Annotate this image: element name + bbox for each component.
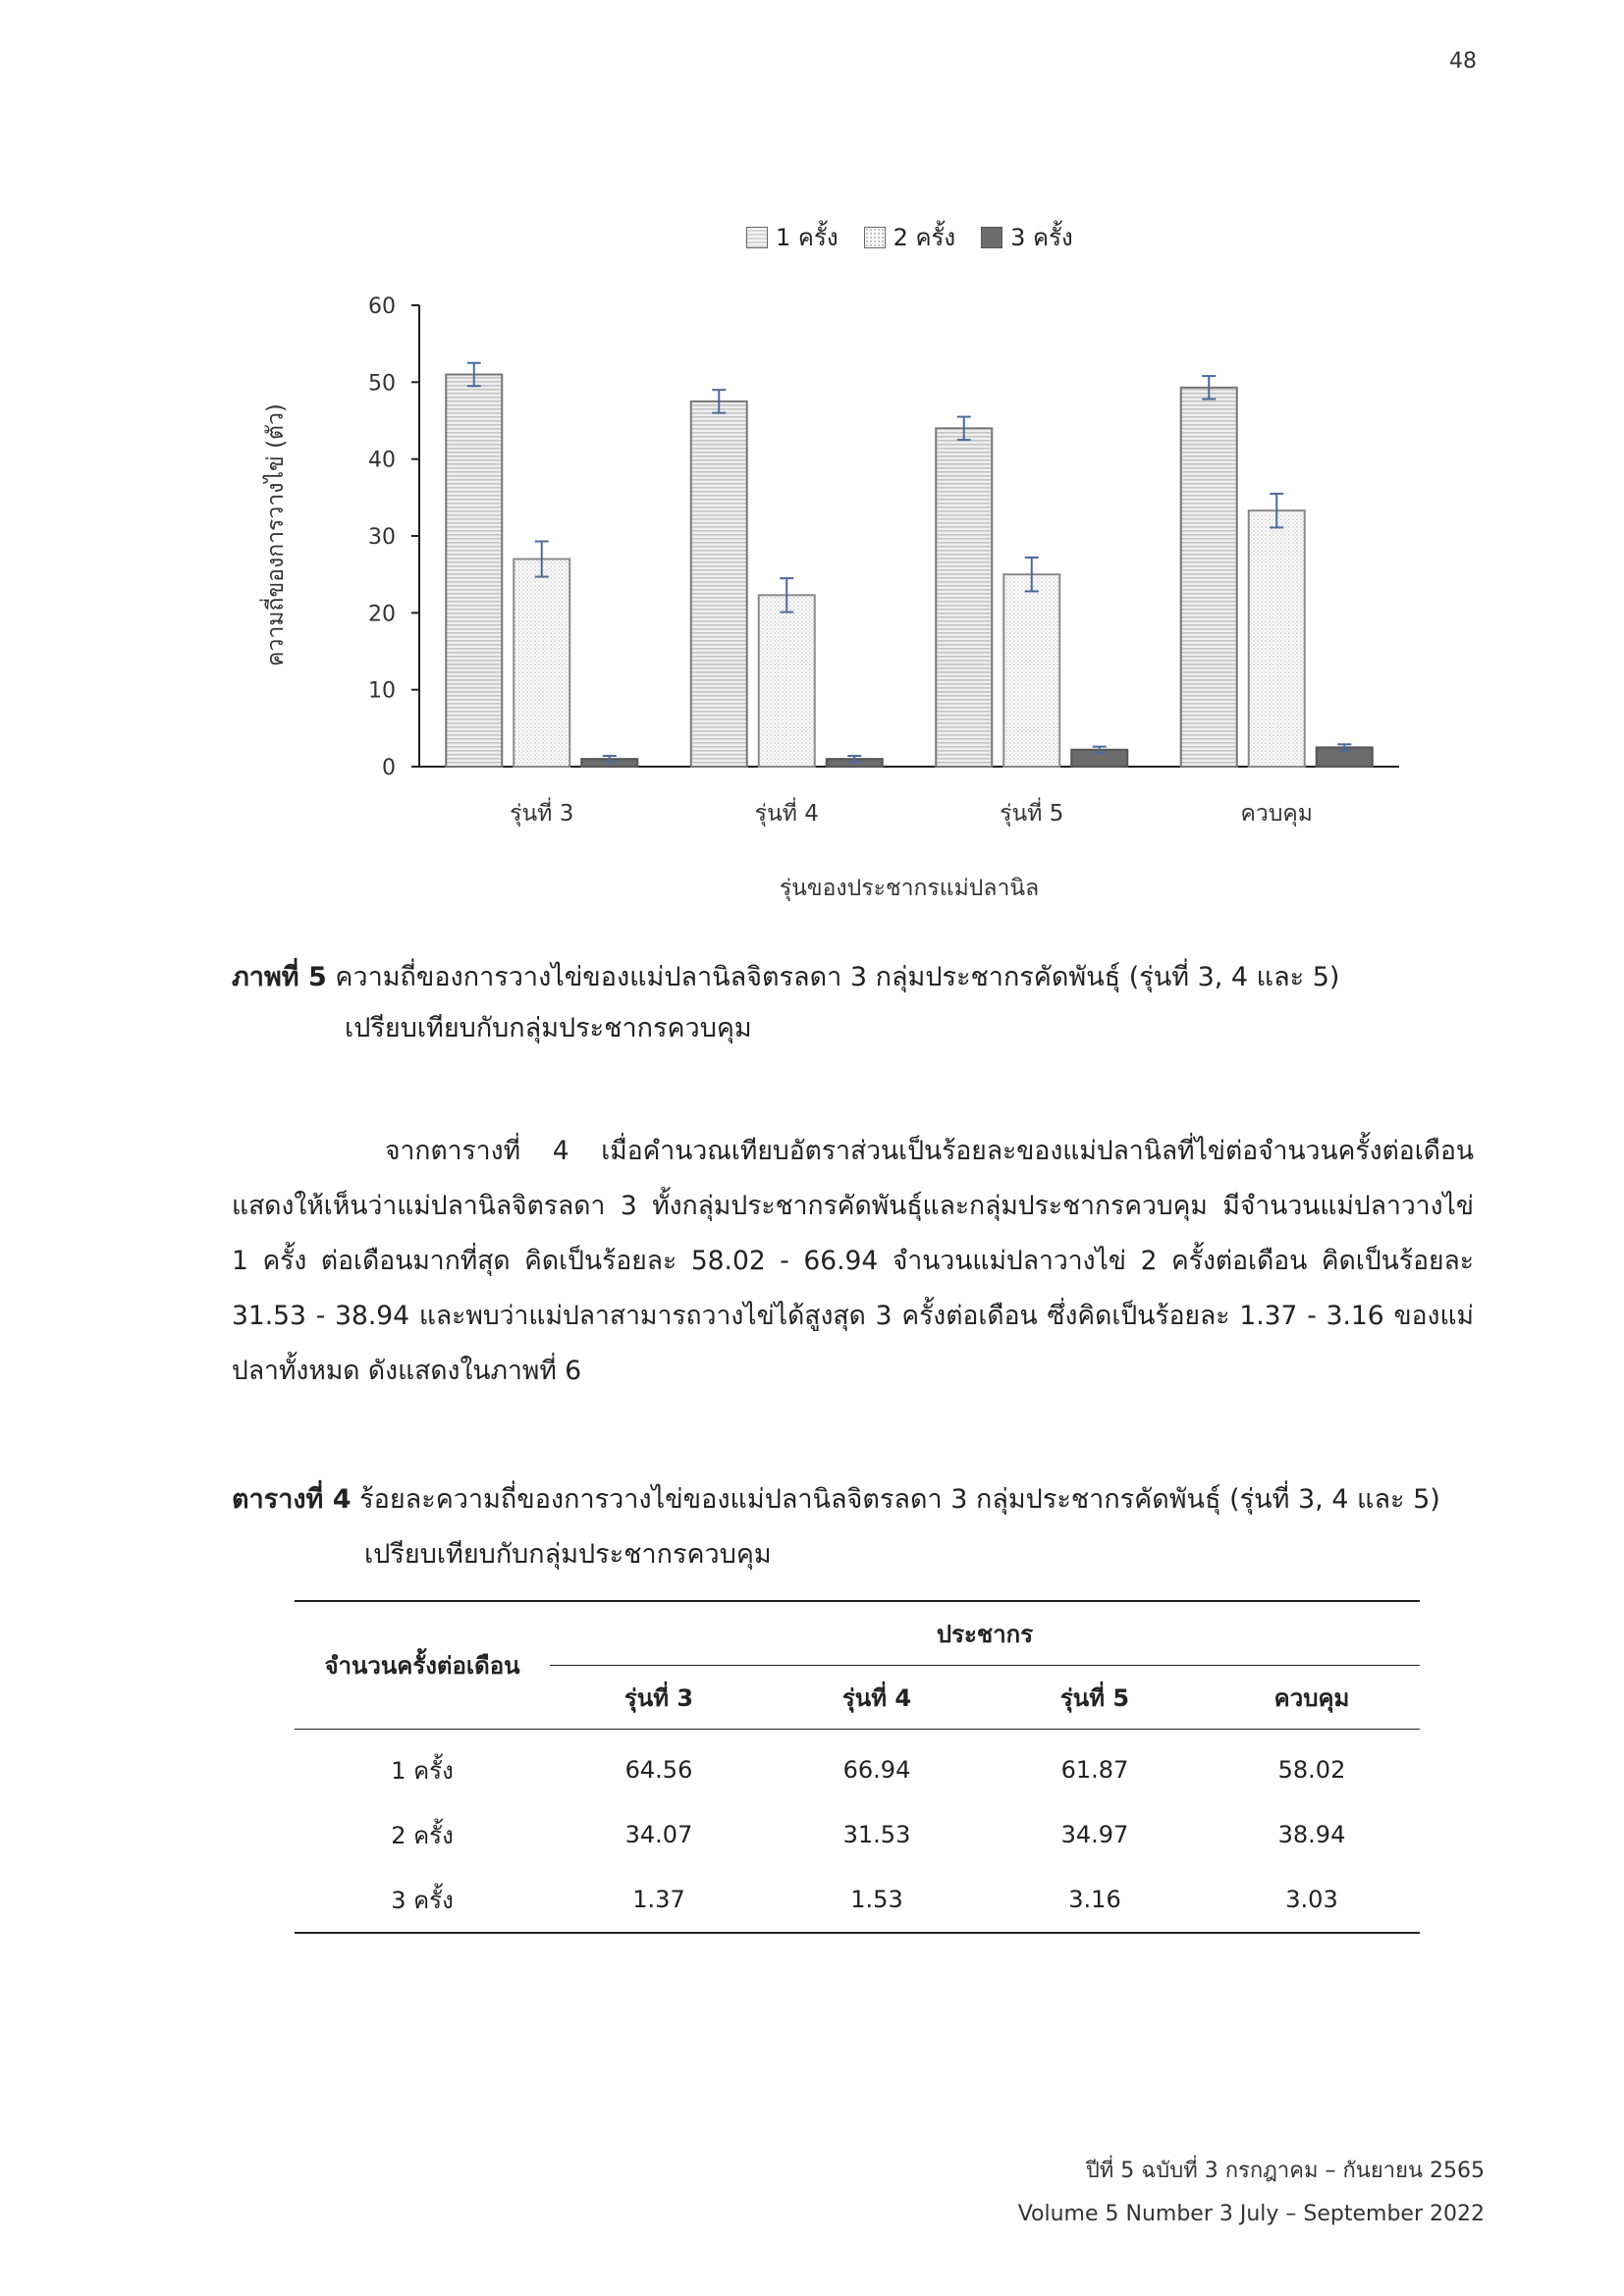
- y-tick-label: 0: [382, 756, 396, 780]
- y-tick-label: 20: [368, 602, 396, 627]
- table-cell: 1.53: [768, 1867, 986, 1933]
- x-tick-label: รุ่นที่ 4: [754, 801, 819, 827]
- bar: [514, 560, 569, 768]
- page-footer: [1018, 2150, 1485, 2236]
- y-tick-label: 10: [368, 678, 396, 704]
- table-cell: 38.94: [1277, 1821, 1346, 1848]
- figure-caption-label: ภาพที่ 5: [232, 962, 327, 992]
- table-col-header: รุ่นที่ 3: [550, 1666, 768, 1730]
- x-axis-title: รุ่นของประชากรแม่ปลานิล: [779, 876, 1040, 901]
- table-row-label: 1 ครั้ง: [391, 1756, 454, 1785]
- table-cell: 34.97: [1060, 1821, 1129, 1848]
- table-caption: [232, 1472, 1474, 1582]
- paragraph-text: จากตารางที่ 4 เมื่อคำนวณเทียบอัตราส่วนเป็นร้อยละของแม่ปลานิลที่ไข่ต่อจำนวนครั้งต่อเดือน แสดงให้เห็นว่าแม่ปลานิลจิตรลดา 3 ทั้งกลุ่มประชากรคัดพันธุ์และกลุ่มประชากรควบคุม มีจำนวนแม่ปลาวางไข่ 1 ครั้ง ต่อเดือนมากที่สุด คิดเป็นร้อยละ 58.02 - 66.94 จำนวนแม่ปลาวางไข่ 2 ครั้งต่อเดือน คิดเป็นร้อยละ 31.53 - 38.94 และพบว่าแม่ปลาสามารถวางไข่ได้สูงสุด 3 ครั้งต่อเดือน ซึ่งคิดเป็นร้อยละ 1.37 - 3.16 ของแม่ปลาทั้งหมด ดังแสดงในภาพที่ 6: [232, 1136, 1474, 1386]
- data-table: [295, 1600, 1420, 1934]
- table-row-header: จำนวนครั้งต่อเดือน: [295, 1601, 550, 1730]
- figure-caption-line1: ความถี่ของการวางไข่ของแม่ปลานิลจิตรลดา 3 กลุ่มประชากรคัดพันธุ์ (รุ่นที่ 3, 4 และ 5): [335, 962, 1340, 992]
- bar: [1249, 510, 1305, 767]
- table-cell: 61.87: [1060, 1756, 1129, 1784]
- table-row-label: 3 ครั้ง: [295, 1867, 550, 1933]
- x-tick-label: รุ่นที่ 5: [1000, 801, 1064, 827]
- bar-chart: [0, 0, 1624, 942]
- y-tick-label: 50: [368, 371, 396, 397]
- table-col-header: รุ่นที่ 5: [986, 1666, 1204, 1730]
- figure-caption-line2: เปรียบเทียบกับกลุ่มประชากรควบคุม: [345, 1013, 752, 1043]
- table-cell: 3.16: [986, 1867, 1204, 1933]
- legend-label-3: 3 ครั้ง: [1010, 224, 1073, 251]
- table-cell: 31.53: [842, 1821, 911, 1848]
- body-paragraph: [232, 1124, 1474, 1399]
- figure-caption: [232, 952, 1459, 1054]
- table-row: [295, 1867, 1420, 1933]
- y-tick-label: 40: [368, 448, 396, 473]
- bar: [1181, 388, 1237, 767]
- table-caption-line2: เปรียบเทียบกับกลุ่มประชากรควบคุม: [364, 1539, 772, 1570]
- footer-thai: ปีที่ 5 ฉบับที่ 3 กรกฎาคม – กันยายน 2565: [1085, 2159, 1485, 2183]
- table-col-header: ควบคุม: [1204, 1666, 1420, 1730]
- x-tick-label: ควบคุม: [1240, 801, 1313, 827]
- bar: [1003, 574, 1059, 767]
- table-cell: 1.37: [550, 1867, 768, 1933]
- bar: [936, 428, 992, 767]
- table-group-header: ประชากร: [550, 1601, 1420, 1666]
- table-row: [295, 1730, 1420, 1803]
- table-col-header: รุ่นที่ 4: [768, 1666, 986, 1730]
- table-cell: 64.56: [624, 1756, 693, 1784]
- x-tick-label: รุ่นที่ 3: [510, 801, 574, 827]
- table-cell: 58.02: [1277, 1756, 1346, 1784]
- table-cell: 66.94: [842, 1756, 911, 1784]
- y-tick-label: 60: [368, 294, 396, 319]
- footer-english: Volume 5 Number 3 July – September 2022: [1017, 2202, 1485, 2226]
- bar: [759, 595, 815, 767]
- table-row-label: 2 ครั้ง: [391, 1821, 454, 1849]
- bar: [691, 401, 747, 767]
- bar: [446, 375, 502, 768]
- page-number: 48: [1449, 49, 1477, 74]
- y-tick-label: 30: [368, 525, 396, 550]
- table-cell: 34.07: [624, 1821, 693, 1848]
- legend-label-2: 2 ครั้ง: [893, 224, 956, 251]
- table-caption-line1: ร้อยละความถี่ของการวางไข่ของแม่ปลานิลจิตรลดา 3 กลุ่มประชากรคัดพันธุ์ (รุ่นที่ 3, 4 และ 5): [359, 1484, 1440, 1515]
- y-axis-title: ความถี่ของการวางไข่ (ตัว): [263, 403, 289, 667]
- table-caption-label: ตารางที่ 4: [232, 1484, 352, 1515]
- table-cell: 3.03: [1204, 1867, 1420, 1933]
- table-row: [295, 1802, 1420, 1867]
- legend-label-1: 1 ครั้ง: [776, 224, 839, 251]
